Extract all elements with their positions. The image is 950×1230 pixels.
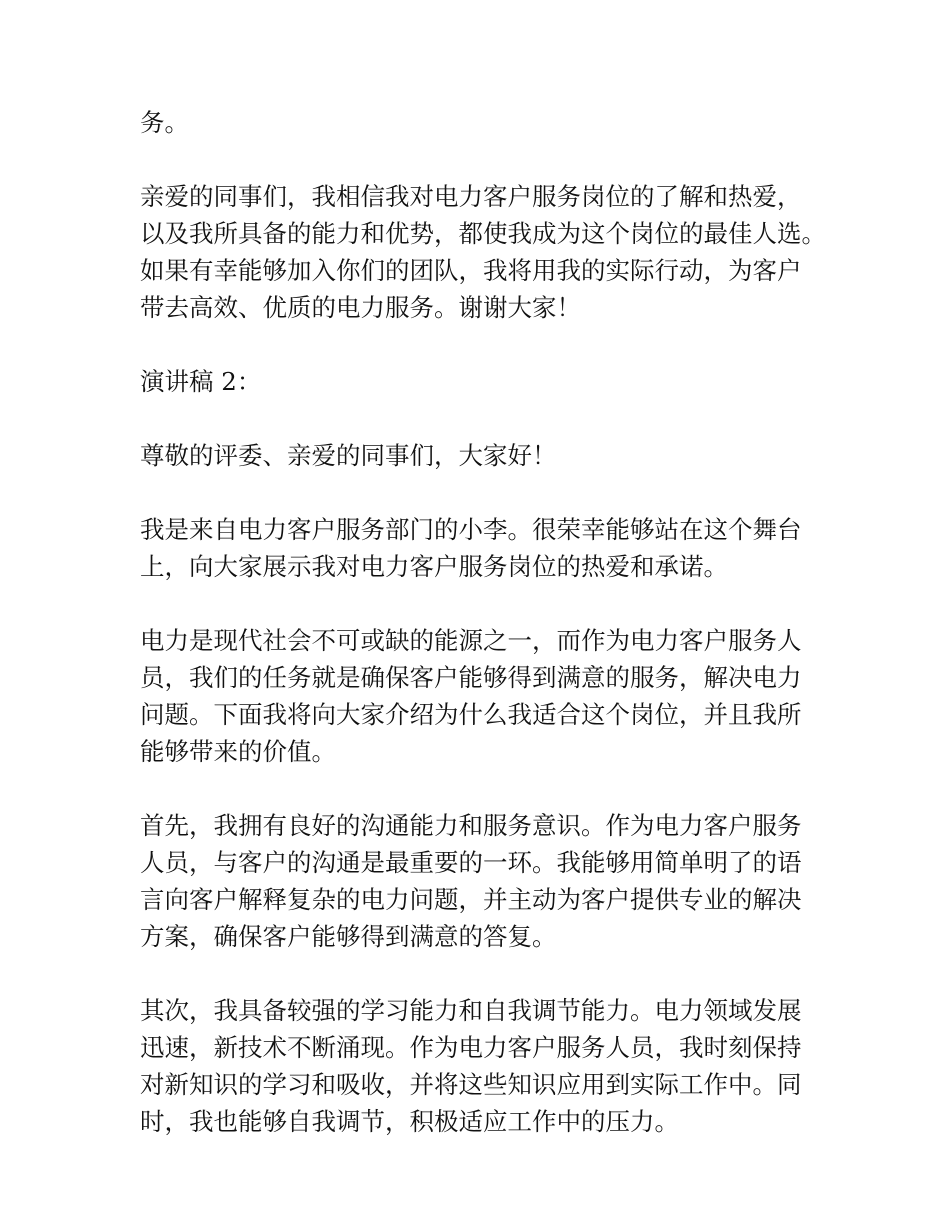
paragraph-continuation <box>140 104 830 141</box>
text-line: 上，向大家展示我对电力客户服务岗位的热爱和承诺。 <box>140 552 728 581</box>
text-line: 人员，与客户的沟通是最重要的一环。我能够用简单明了的语 <box>140 848 802 877</box>
text-line: 尊敬的评委、亲爱的同事们，大家好！ <box>140 441 557 470</box>
text-line: 务。 <box>140 108 189 137</box>
text-line: 亲爱的同事们，我相信我对电力客户服务岗位的了解和热爱， <box>140 182 802 211</box>
text-line: 首先，我拥有良好的沟通能力和服务意识。作为电力客户服务 <box>140 811 802 840</box>
text-line: 时，我也能够自我调节，积极适应工作中的压力。 <box>140 1107 679 1136</box>
speech-heading <box>140 363 830 400</box>
text-line: 以及我所具备的能力和优势，都使我成为这个岗位的最佳人选。 <box>140 219 826 248</box>
text-line: 能够带来的价值。 <box>140 737 336 766</box>
paragraph-introduction <box>140 511 830 585</box>
text-line: 言向客户解释复杂的电力问题，并主动为客户提供专业的解决 <box>140 885 802 914</box>
document-body <box>140 104 830 1177</box>
heading-line: 演讲稿 2： <box>140 367 262 396</box>
text-line: 带去高效、优质的电力服务。谢谢大家！ <box>140 293 581 322</box>
text-line: 对新知识的学习和吸收，并将这些知识应用到实际工作中。同 <box>140 1070 802 1099</box>
paragraph-first-point <box>140 807 830 955</box>
text-line: 其次，我具备较强的学习能力和自我调节能力。电力领域发展 <box>140 996 802 1025</box>
paragraph-background <box>140 622 830 770</box>
text-line: 方案，确保客户能够得到满意的答复。 <box>140 922 557 951</box>
text-line: 迅速，新技术不断涌现。作为电力客户服务人员，我时刻保持 <box>140 1033 802 1062</box>
text-line: 我是来自电力客户服务部门的小李。很荣幸能够站在这个舞台 <box>140 515 802 544</box>
text-line: 如果有幸能够加入你们的团队，我将用我的实际行动，为客户 <box>140 256 802 285</box>
paragraph-second-point <box>140 992 830 1140</box>
paragraph-closing <box>140 178 830 326</box>
paragraph-greeting <box>140 437 830 474</box>
text-line: 员，我们的任务就是确保客户能够得到满意的服务，解决电力 <box>140 663 802 692</box>
text-line: 问题。下面我将向大家介绍为什么我适合这个岗位，并且我所 <box>140 700 802 729</box>
text-line: 电力是现代社会不可或缺的能源之一，而作为电力客户服务人 <box>140 626 802 655</box>
